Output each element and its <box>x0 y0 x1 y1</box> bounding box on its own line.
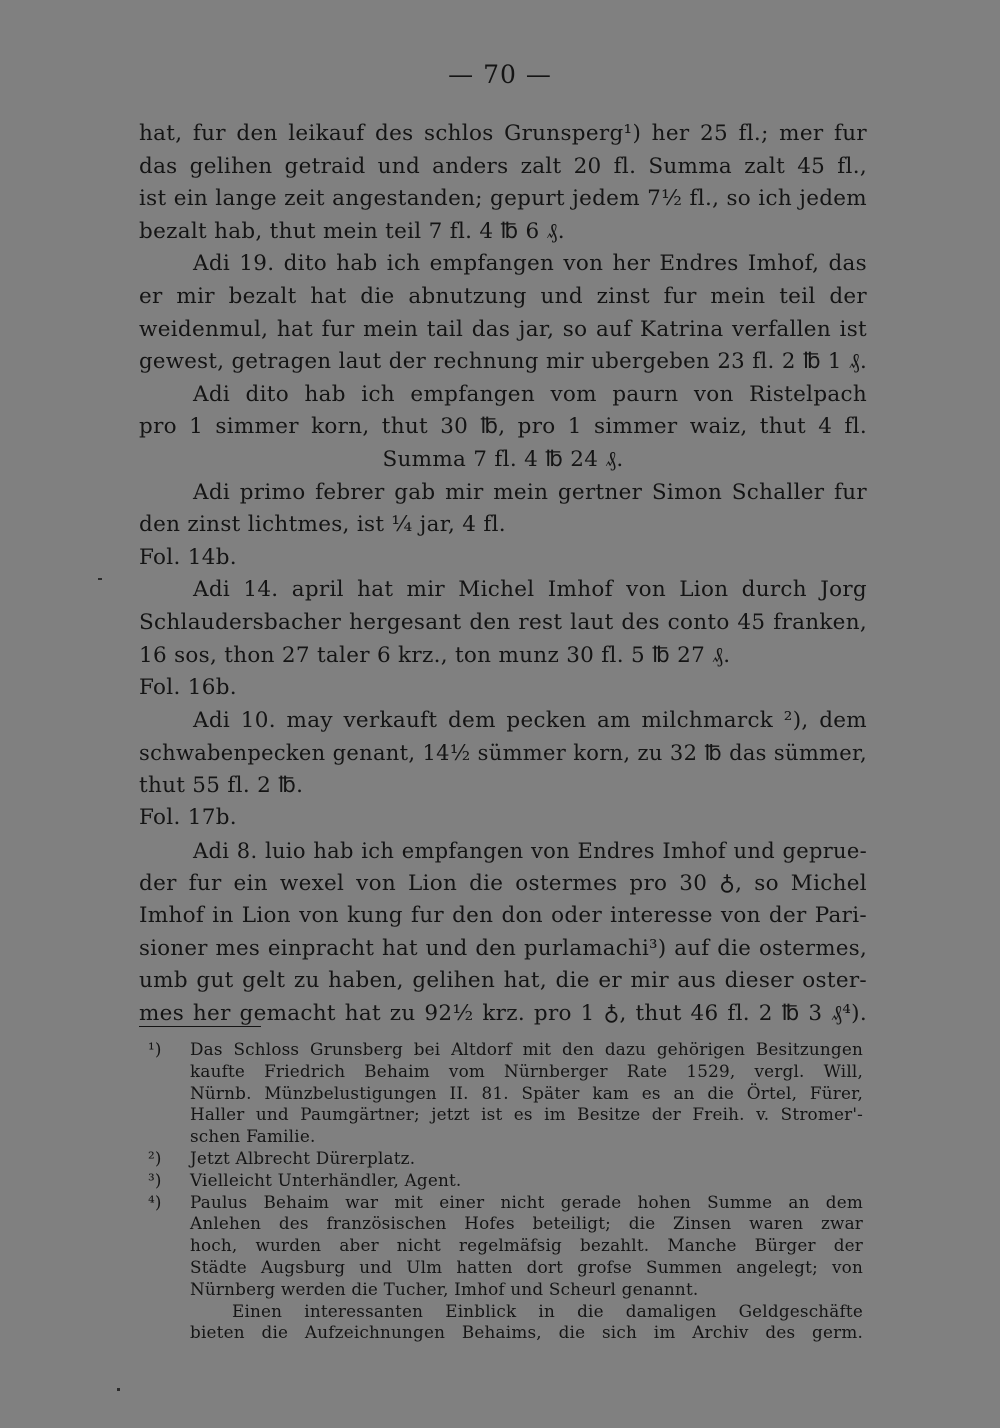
footnote-line <box>148 1061 863 1083</box>
text-line: ist ein lange zeit angestanden; gepurt jedem 7½ fl., so ich jedem <box>139 186 867 212</box>
footnote-line <box>148 1322 863 1344</box>
text-line: Adi 10. may verkauft dem pecken am milchmarck ²), dem <box>193 707 867 733</box>
footnote-line <box>148 1301 863 1323</box>
footnote-text: Jetzt Albrecht Dürerplatz. <box>190 1147 416 1168</box>
footnote-text: kaufte Friedrich Behaim vom Nürnberger Rate 1529, vergl. Will, <box>190 1060 863 1081</box>
footnote-line <box>148 1213 863 1235</box>
text-line: umb gut gelt zu haben, gelihen hat, die er mir aus dieser oster- <box>139 968 867 994</box>
footnote-text: Vielleicht Unterhändler, Agent. <box>190 1169 462 1190</box>
footnotes <box>148 1039 863 1344</box>
text-line: Adi 14. april hat mir Michel Imhof von Lion durch Jorg <box>193 577 867 603</box>
text-line: bezalt hab, thut mein teil 7 fl. 4 ℔ 6 ₰. <box>139 218 565 244</box>
text-line: er mir bezalt hat die abnutzung und zinst fur mein teil der <box>139 283 867 309</box>
footnote-line <box>148 1039 863 1061</box>
footnote-line <box>148 1279 863 1301</box>
text-line: Fol. 17b. <box>139 805 237 831</box>
footnote-line <box>148 1148 863 1170</box>
footnote-text: Nürnb. Münzbelustigungen II. 81. Später kam es an die Örtel, Fürer, <box>190 1082 863 1103</box>
footnote-text: Das Schloss Grunsberg bei Altdorf mit den dazu gehörigen Besitzungen <box>190 1039 863 1059</box>
text-line: hat, fur den leikauf des schlos Grunsperg¹) her 25 fl.; mer fur <box>139 121 867 146</box>
print-speck <box>98 578 102 580</box>
footnote-line <box>148 1170 863 1192</box>
footnote-divider <box>139 1026 261 1027</box>
text-line: Adi primo febrer gab mir mein gertner Simon Schaller fur <box>193 479 867 505</box>
footnote-line <box>148 1104 863 1126</box>
footnote-text: Nürnberg werden die Tucher, Imhof und Scheurl genannt. <box>190 1278 699 1299</box>
footnote-line <box>148 1126 863 1148</box>
text-line: Imhof in Lion von kung fur den don oder interesse von der Pari- <box>139 903 867 929</box>
footnote-line <box>148 1235 863 1257</box>
text-line: Fol. 14b. <box>139 544 237 570</box>
text-line: Adi dito hab ich empfangen vom paurn von Ristelpach <box>193 381 867 407</box>
text-line: 16 sos, thon 27 taler 6 krz., ton munz 30 fl. 5 ℔ 27 ₰. <box>139 642 731 668</box>
footnote-text: Haller und Paumgärtner; jetzt ist es im Besitze der Freih. v. Stromer'- <box>190 1104 863 1125</box>
text-line: mes her gemacht hat zu 92½ krz. pro 1 ♁, thut 46 fl. 2 ℔ 3 ₰⁴). <box>139 1001 867 1027</box>
print-speck <box>117 1388 120 1391</box>
footnote-line <box>148 1083 863 1105</box>
footnote-text: hoch, wurden aber nicht regelmäfsig bezahlt. Manche Bürger der <box>190 1235 863 1256</box>
footnote-marker: ³) <box>148 1169 162 1190</box>
footnote-text: Einen interessanten Einblick in die damaligen Geldgeschäfte <box>232 1300 863 1321</box>
text-line: den zinst lichtmes, ist ¼ jar, 4 fl. <box>139 512 506 538</box>
footnote-line <box>148 1192 863 1214</box>
text-line: weidenmul, hat fur mein tail das jar, so auf Katrina verfallen ist <box>139 316 867 342</box>
text-line: thut 55 fl. 2 ℔. <box>139 772 304 798</box>
text-line: Schlaudersbacher hergesant den rest laut des conto 45 franken, <box>139 609 867 635</box>
footnote-marker: ¹) <box>148 1039 162 1059</box>
footnote-marker: ⁴) <box>148 1191 162 1212</box>
main-text <box>139 118 867 1031</box>
text-line: das gelihen getraid und anders zalt 20 fl. Summa zalt 45 fl., <box>139 153 867 179</box>
text-line: Adi 19. dito hab ich empfangen von her Endres Imhof, das <box>193 251 867 277</box>
footnote-line <box>148 1257 863 1279</box>
footnote-text: schen Familie. <box>190 1126 316 1147</box>
footnote-marker: ²) <box>148 1147 162 1168</box>
text-line: gewest, getragen laut der rechnung mir ubergeben 23 fl. 2 ℔ 1 ₰. <box>139 349 867 375</box>
footnote-text: Städte Augsburg und Ulm hatten dort grofse Summen angelegt; von <box>190 1256 863 1277</box>
footnote-text: Paulus Behaim war mit einer nicht gerade hohen Summe an dem <box>190 1191 863 1212</box>
text-line: Summa 7 fl. 4 ℔ 24 ₰. <box>382 446 624 472</box>
text-line: sioner mes einpracht hat und den purlamachi³) auf die ostermes, <box>139 935 867 961</box>
text-line: Fol. 16b. <box>139 675 237 701</box>
footnote-text: bieten die Aufzeichnungen Behaims, die sich im Archiv des germ. <box>190 1322 863 1343</box>
text-line: pro 1 simmer korn, thut 30 ℔, pro 1 simmer waiz, thut 4 fl. <box>139 414 867 440</box>
text-line: Adi 8. luio hab ich empfangen von Endres Imhof und geprue- <box>193 839 867 864</box>
text-line: schwabenpecken genant, 14½ sümmer korn, zu 32 ℔ das sümmer, <box>139 741 867 766</box>
footnote-text: Anlehen des französischen Hofes beteiligt; die Zinsen waren zwar <box>190 1213 863 1234</box>
text-line: der fur ein wexel von Lion die ostermes pro 30 ♁, so Michel <box>139 870 867 896</box>
page-number: — 70 — <box>448 60 552 89</box>
